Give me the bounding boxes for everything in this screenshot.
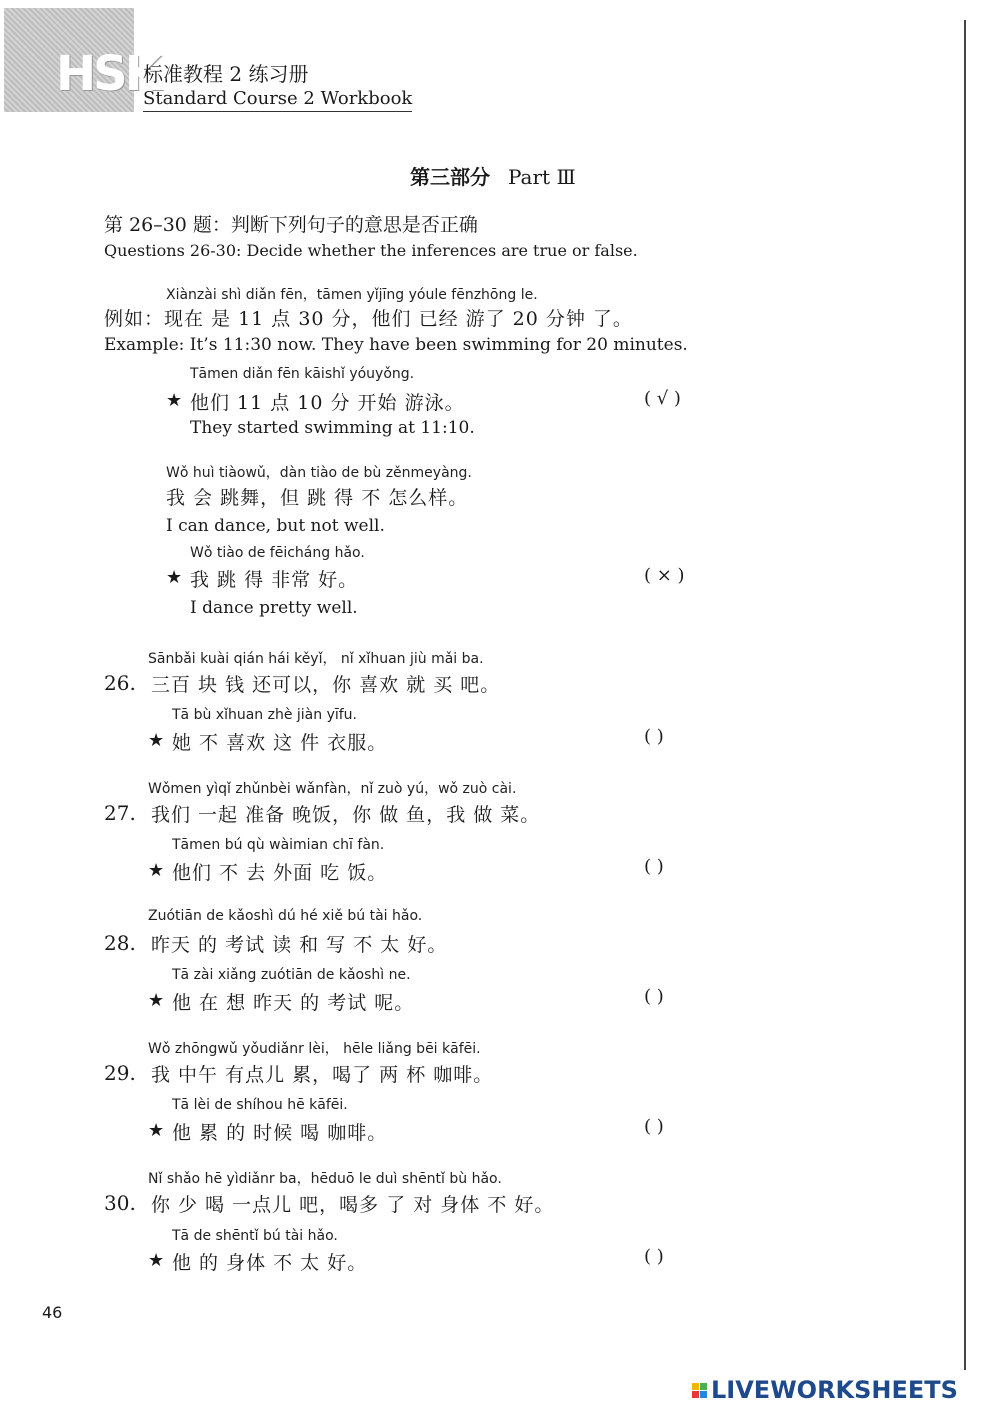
q29-cn: 我 中午 有点儿 累，喝了 两 杯 咖啡。 [151,1064,494,1086]
star-icon: ★ [148,730,165,751]
example-pinyin: Xiànzài shì diǎn fēn，tāmen yǐjīng yóule fēnzhōng le. [166,287,538,303]
q26-number: 26. [104,671,136,695]
q26-statement-pinyin: Tā bù xǐhuan zhè jiàn yīfu. [172,707,358,723]
example2-answer: ( × ) [644,565,685,586]
q28-answer-field[interactable]: ( ) [644,986,664,1007]
q27-statement-pinyin: Tāmen bú qù wàimian chī fàn. [172,837,385,853]
q30-statement-pinyin: Tā de shēntǐ bú tài hǎo. [172,1228,338,1244]
page-edge-line [964,20,966,1370]
q30-answer-field[interactable]: ( ) [644,1246,664,1267]
q26-pinyin: Sānbǎi kuài qián hái kěyǐ， nǐ xǐhuan jiù mǎi ba. [148,651,484,667]
section-title-part: Part Ⅲ [508,165,576,189]
example2-statement-pinyin: Wǒ tiào de fēicháng hǎo. [190,545,365,561]
book-title-cn: 标准教程 2 练习册 [143,62,309,86]
example-answer: ( √ ) [644,388,681,409]
star-icon: ★ [166,567,183,588]
q29-statement-pinyin: Tā lèi de shíhou hē kāfēi. [172,1097,348,1113]
q27-answer-field[interactable]: ( ) [644,856,664,877]
example2-statement-cn: 我 跳 得 非常 好。 [190,569,359,591]
q29-pinyin: Wǒ zhōngwǔ yǒudiǎnr lèi， hēle liǎng bēi kāfēi. [148,1041,481,1057]
example2-cn: 我 会 跳舞，但 跳 得 不 怎么样。 [166,487,469,509]
q27-pinyin: Wǒmen yìqǐ zhǔnbèi wǎnfàn，nǐ zuò yú，wǒ zuò cài. [148,781,517,797]
example-cn: 例如：现在 是 11 点 30 分，他们 已经 游了 20 分钟 了。 [104,308,633,330]
q28-statement-cn: 他 在 想 昨天 的 考试 呢。 [172,992,415,1014]
q30-number: 30. [104,1191,136,1215]
hsk-logo [4,8,159,112]
watermark-text: LIVEWORKSHEETS [711,1376,958,1404]
example-statement-cn: 他们 11 点 10 分 开始 游泳。 [190,392,465,414]
star-icon: ★ [148,1250,165,1271]
q28-cn: 昨天 的 考试 读 和 写 不 太 好。 [151,934,448,956]
q27-cn: 我们 一起 准备 晚饭，你 做 鱼，我 做 菜。 [151,804,541,826]
star-icon: ★ [148,860,165,881]
instructions-cn: 第 26–30 题：判断下列句子的意思是否正确 [104,214,478,236]
section-title-cn: 第三部分 [410,165,490,189]
example2-statement-en: I dance pretty well. [190,598,358,618]
example2-pinyin: Wǒ huì tiàowǔ，dàn tiào de bù zěnmeyàng. [166,465,472,481]
q28-statement-pinyin: Tā zài xiǎng zuótiān de kǎoshì ne. [172,967,411,983]
liveworksheets-watermark [692,1376,958,1404]
q26-statement-cn: 她 不 喜欢 这 件 衣服。 [172,732,388,754]
q28-pinyin: Zuótiān de kǎoshì dú hé xiě bú tài hǎo. [148,908,423,924]
q30-statement-cn: 他 的 身体 不 太 好。 [172,1252,368,1274]
hsk-logo-text: HSK [56,46,159,102]
star-icon: ★ [148,1120,165,1141]
q30-pinyin: Nǐ shǎo hē yìdiǎnr ba，hēduō le duì shēntǐ bù hǎo. [148,1171,502,1187]
q30-cn: 你 少 喝 一点儿 吧，喝多 了 对 身体 不 好。 [151,1194,555,1216]
q27-statement-cn: 他们 不 去 外面 吃 饭。 [172,862,388,884]
star-icon: ★ [148,990,165,1011]
q29-number: 29. [104,1061,136,1085]
example-statement-en: They started swimming at 11:10. [190,418,475,438]
liveworksheets-logo-icon [692,1383,707,1398]
q27-number: 27. [104,801,136,825]
example-statement-pinyin: Tāmen diǎn fēn kāishǐ yóuyǒng. [190,366,415,382]
q28-number: 28. [104,931,136,955]
example-en: Example: It’s 11:30 now. They have been swimming for 20 minutes. [104,335,688,355]
q26-answer-field[interactable]: ( ) [644,726,664,747]
star-icon: ★ [166,390,183,411]
page-number: 46 [42,1303,63,1322]
book-title-en: Standard Course 2 Workbook [143,88,412,112]
example2-en: I can dance, but not well. [166,516,385,536]
section-title [410,161,576,190]
q29-answer-field[interactable]: ( ) [644,1116,664,1137]
q26-cn: 三百 块 钱 还可以，你 喜欢 就 买 吧。 [151,674,501,696]
q29-statement-cn: 他 累 的 时候 喝 咖啡。 [172,1122,388,1144]
instructions-en: Questions 26-30: Decide whether the inferences are true or false. [104,241,638,260]
